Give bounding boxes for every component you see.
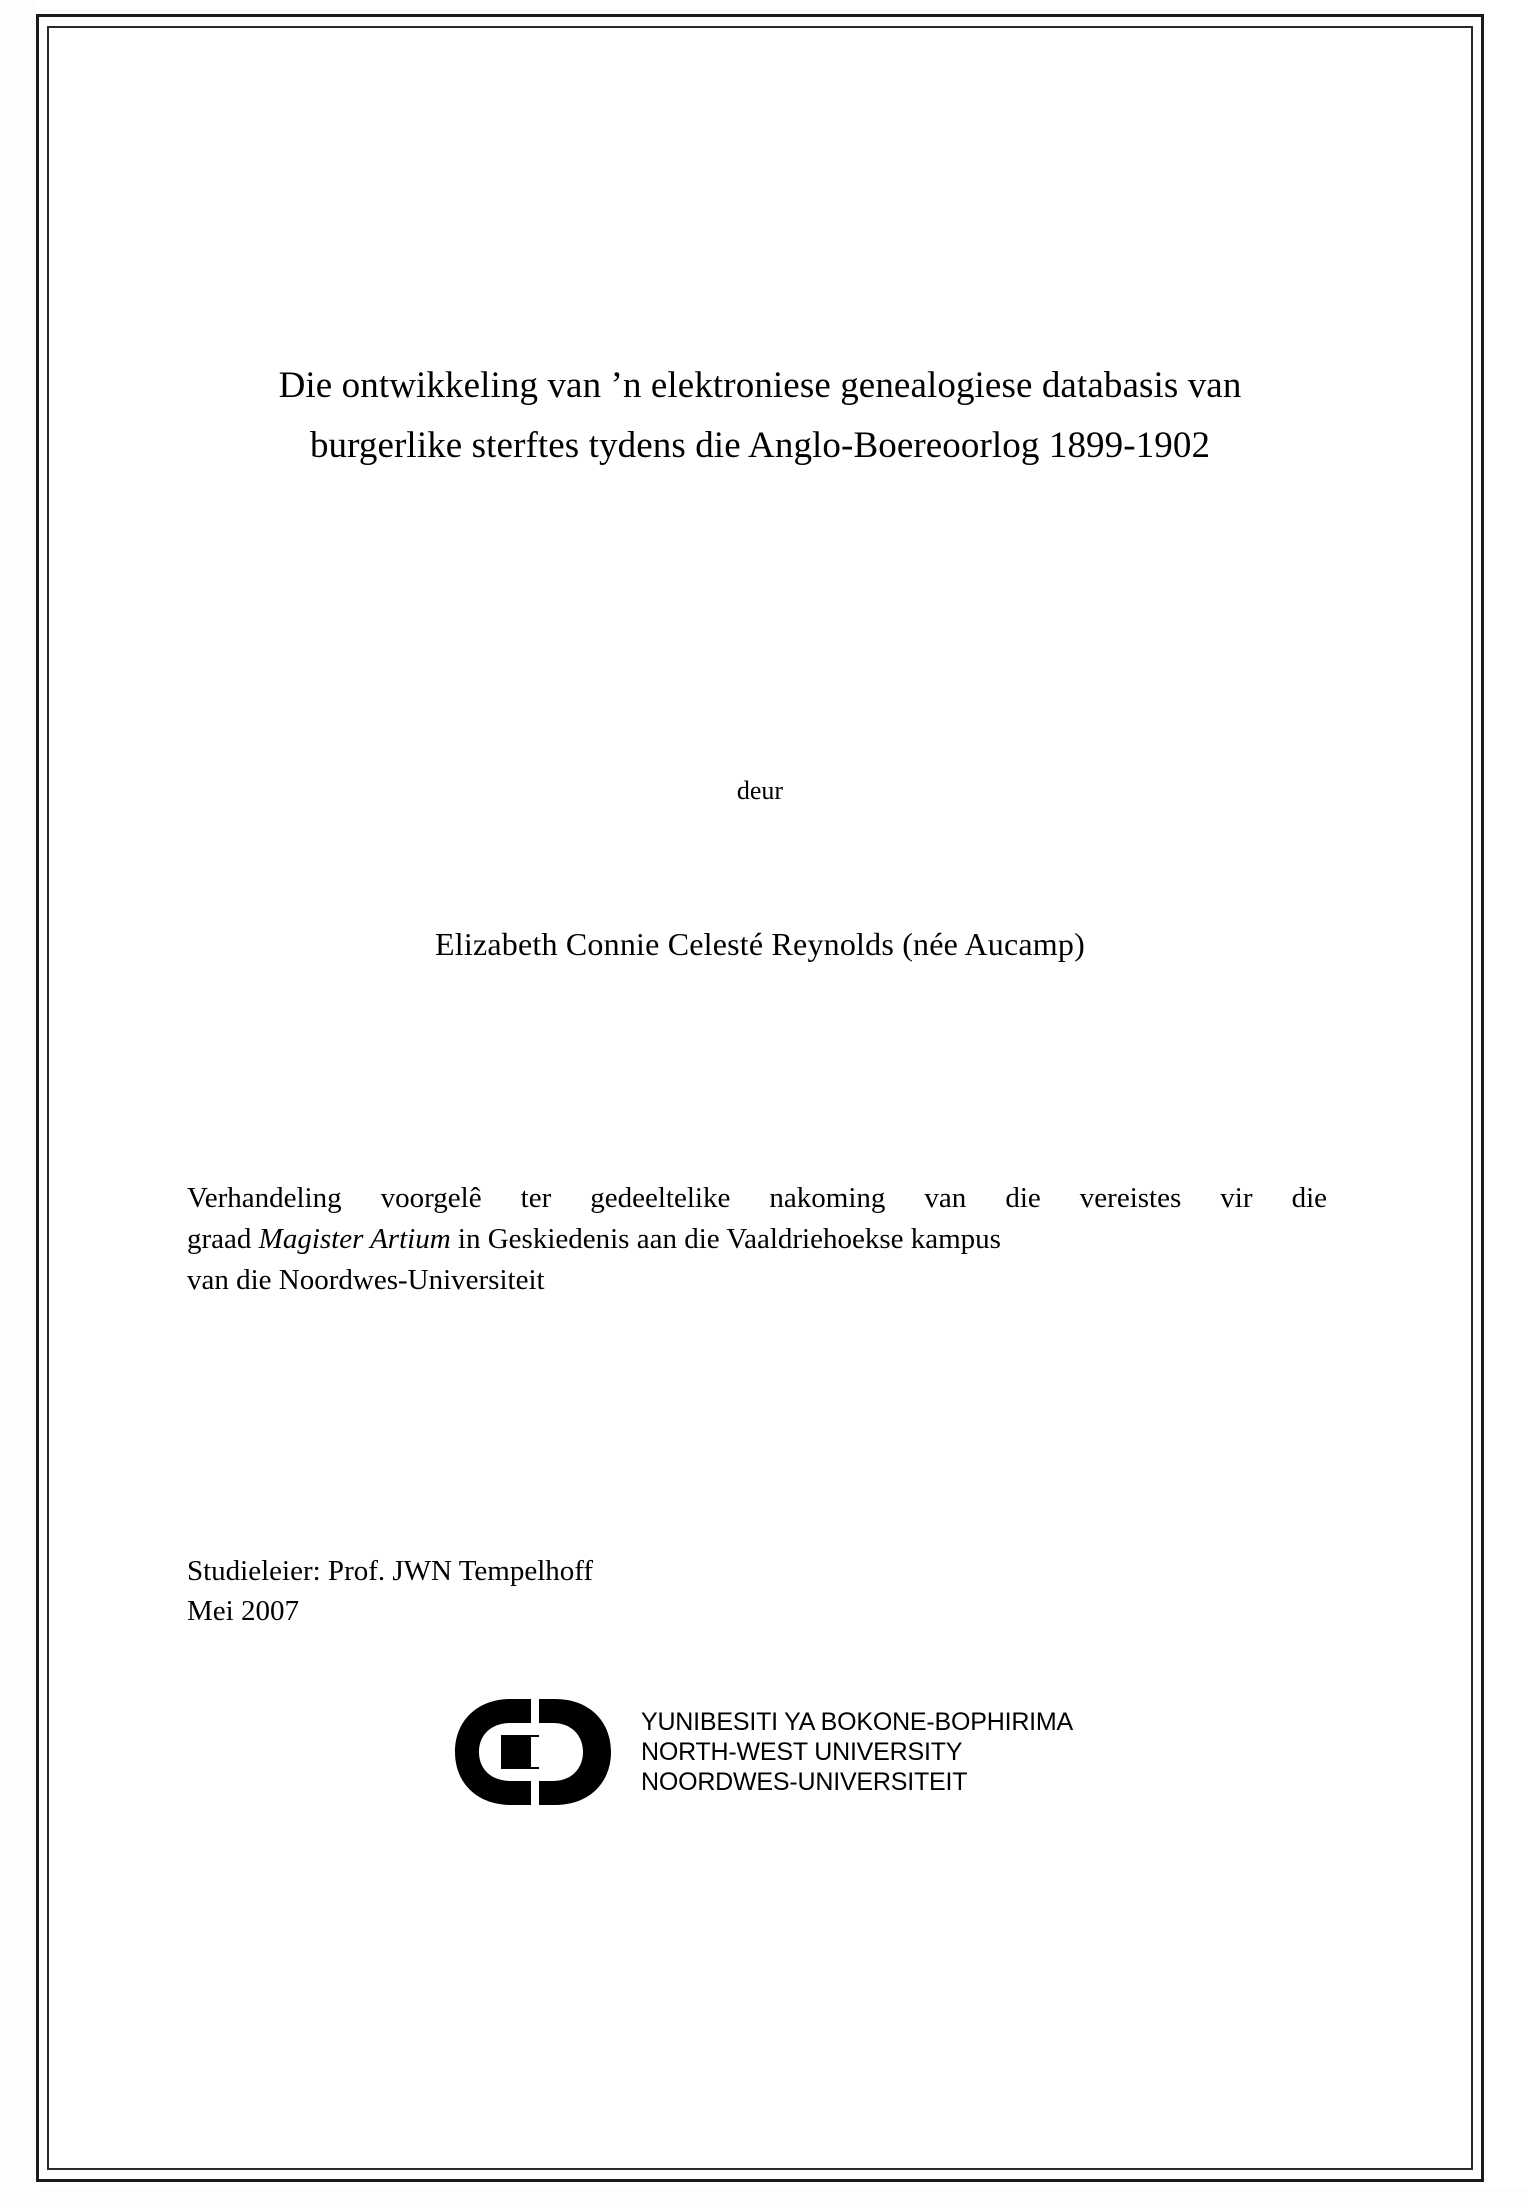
title-page-content — [47, 26, 1473, 2170]
date-line: Mei 2007 — [187, 1595, 299, 1628]
degree-statement-line-2-suffix: in Geskiedenis aan die Vaaldriehoekse kampus — [450, 1223, 1001, 1256]
logo-text-line-2: NORTH-WEST UNIVERSITY — [640, 1738, 963, 1767]
logo-text-line-1: YUNIBESITI YA BOKONE-BOPHIRIMA — [640, 1708, 1074, 1737]
by-label: deur — [736, 775, 784, 805]
degree-statement-line-2-prefix: graad — [187, 1223, 259, 1256]
page-bottom-margin — [0, 2188, 1527, 2206]
university-logo — [187, 1693, 1333, 1811]
logo-text-line-3: NOORDWES-UNIVERSITEIT — [640, 1768, 968, 1797]
degree-statement-line-1: Verhandeling voorgelê ter gedeeltelike nakoming van die vereistes vir die — [187, 1181, 1327, 1214]
nwu-logo-icon — [447, 1693, 627, 1811]
supervisor-block — [187, 1551, 1333, 1631]
page-left-margin — [0, 0, 36, 2206]
degree-statement-line-2 — [187, 1219, 1327, 1260]
author-name: Elizabeth Connie Celesté Reynolds (née Aucamp) — [435, 925, 1085, 962]
degree-statement — [187, 1178, 1333, 1302]
degree-name: Magister Artium — [258, 1223, 451, 1256]
logo-text-block — [641, 1707, 1073, 1797]
page-title — [187, 356, 1333, 476]
title-line-1: Die ontwikkeling van ’n elektroniese genealogiese databasis van — [278, 365, 1242, 406]
supervisor-line: Studieleier: Prof. JWN Tempelhoff — [187, 1555, 594, 1588]
title-line-2: burgerlike sterftes tydens die Anglo-Boereoorlog 1899-1902 — [309, 424, 1211, 466]
degree-statement-line-3: van die Noordwes-Universiteit — [187, 1264, 545, 1297]
